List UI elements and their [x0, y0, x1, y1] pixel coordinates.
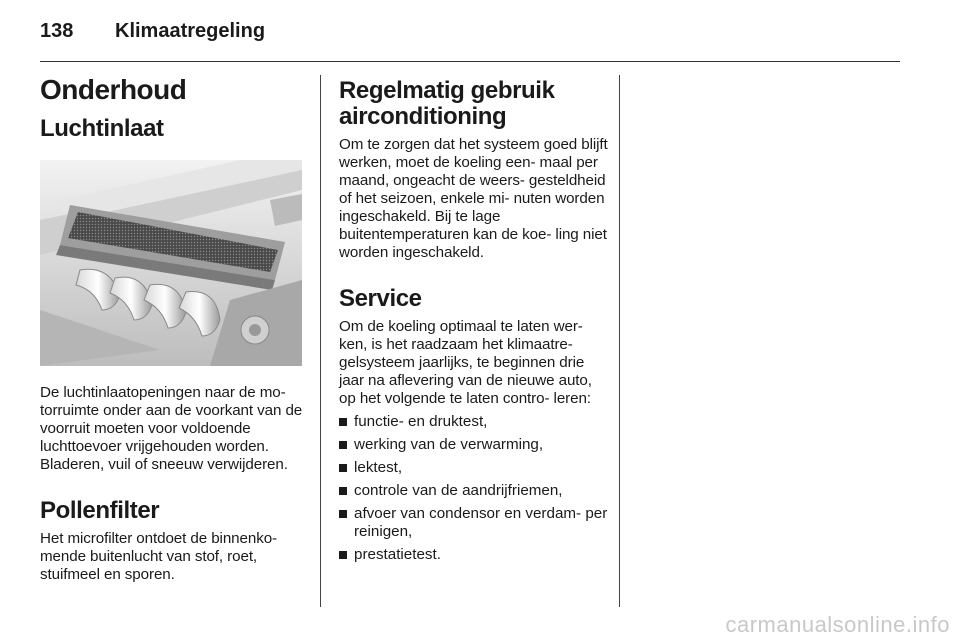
- section-heading-onderhoud: Onderhoud: [40, 74, 187, 105]
- list-item: controle van de aandrijfriemen,: [339, 482, 609, 500]
- paragraph-pollenfilter: Het microfilter ontdoet de binnenko- mende buitenlucht van stof, roet, stuifmeel en sporen.: [40, 530, 277, 583]
- chapter-title: Klimaatregeling: [115, 20, 266, 42]
- list-item: werking van de verwarming,: [339, 436, 609, 454]
- subheading-airco-line2: airconditioning: [339, 103, 507, 130]
- page-header: [40, 16, 900, 56]
- subheading-pollenfilter: Pollenfilter: [40, 497, 160, 524]
- subheading-service: Service: [339, 285, 422, 312]
- page-number: 138: [40, 20, 74, 42]
- subheading-luchtinlaat: Luchtinlaat: [40, 115, 164, 142]
- column-left: [40, 70, 308, 584]
- bullet-square-icon: [339, 441, 347, 449]
- bullet-square-icon: [339, 487, 347, 495]
- list-item: prestatietest.: [339, 546, 609, 564]
- list-item: afvoer van condensor en verdam- per reinigen,: [339, 505, 609, 541]
- header-divider: [40, 61, 900, 62]
- list-item: functie- en druktest,: [339, 413, 609, 431]
- column-divider-2: [619, 75, 620, 607]
- subheading-airco-line1: Regelmatig gebruik: [339, 77, 555, 104]
- watermark-text: carmanualsonline.info: [725, 612, 950, 637]
- bullet-square-icon: [339, 551, 347, 559]
- service-checklist: [339, 413, 609, 564]
- column-middle: [339, 70, 609, 564]
- air-inlet-photo-icon: [40, 160, 302, 366]
- paragraph-airco: Om te zorgen dat het systeem goed blijft werken, moet de koeling een- maal per maand, ongeacht de weers- gesteldheid of het seizoen, enkele mi- nuten worden ingeschakeld. Bij te lage buitentemperaturen kan de koe- ling niet worden ingeschakeld.: [339, 136, 608, 261]
- paragraph-luchtinlaat: De luchtinlaatopeningen naar de mo- torruimte onder aan de voorkant van de voorruit moeten voor voldoende luchttoevoer vrijgehouden worden. Bladeren, vuil of sneeuw verwijderen.: [40, 384, 303, 473]
- column-divider-1: [320, 75, 321, 607]
- list-item: lektest,: [339, 459, 609, 477]
- subheading-airco: [339, 78, 609, 130]
- bullet-square-icon: [339, 418, 347, 426]
- bullet-square-icon: [339, 464, 347, 472]
- bullet-square-icon: [339, 510, 347, 518]
- paragraph-service: Om de koeling optimaal te laten wer- ken, is het raadzaam het klimaatre- gelsysteem jaarlijks, te beginnen drie jaar na aflevering van de nieuwe auto, op het volgende te laten contro- leren:: [339, 318, 592, 407]
